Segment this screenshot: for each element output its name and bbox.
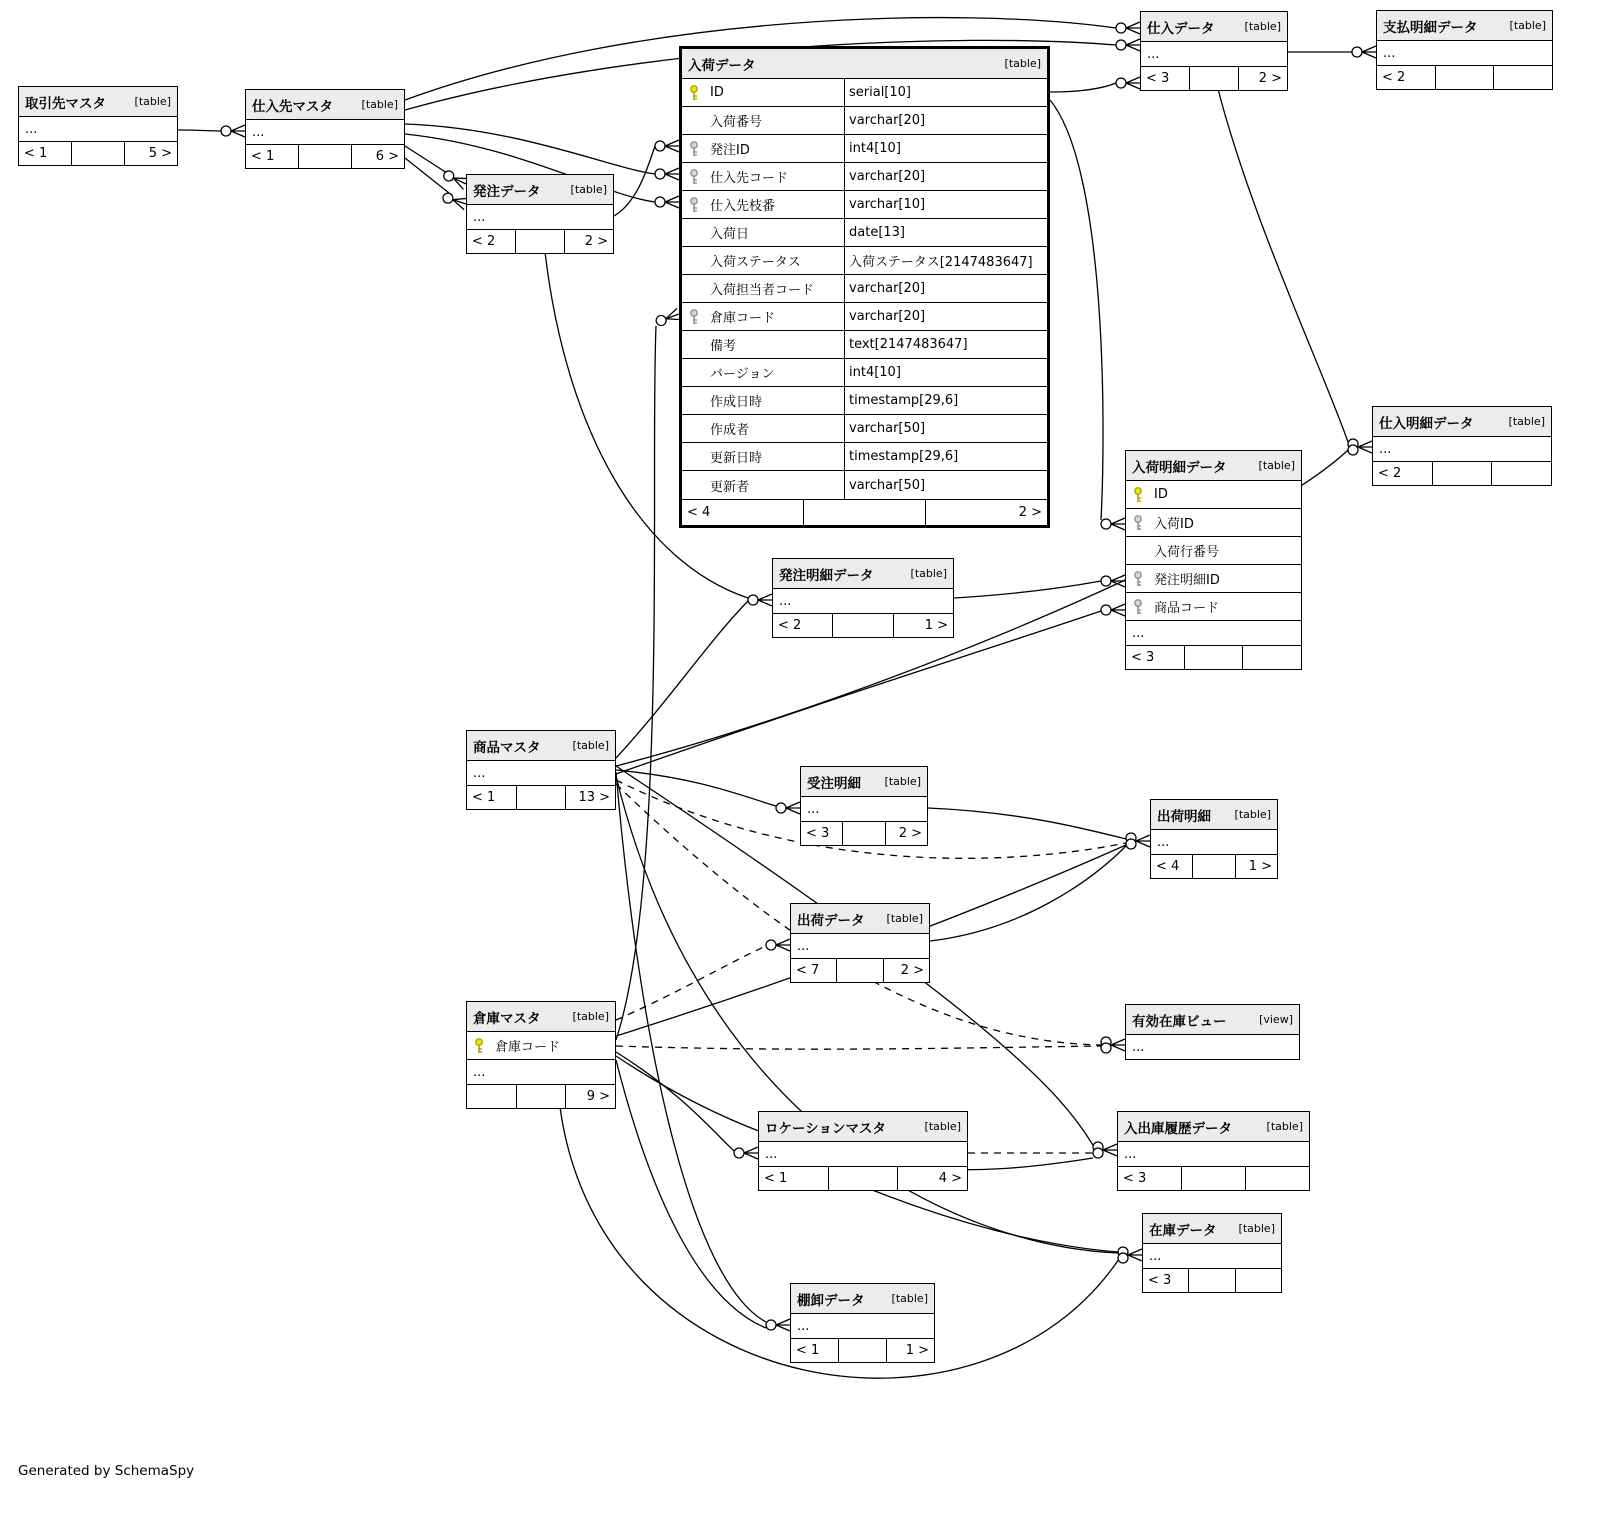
column-row [682,79,1047,107]
table-name: 倉庫マスタ [473,1010,541,1027]
column-name-cell [682,443,844,470]
column-row [682,247,1047,275]
table-nyushukko-rireki-data[interactable] [1117,1111,1310,1191]
column-row [682,275,1047,303]
footer-right: 2 > [925,500,1047,525]
table-body [246,120,404,144]
table-name: 発注データ [473,183,541,200]
table-name: 受注明細 [807,775,861,792]
table-body [19,117,177,141]
table-kind-tag: [table] [1258,459,1295,472]
table-header [1126,1005,1299,1035]
column-name-cell [682,219,844,246]
pagination-footer [1118,1166,1309,1190]
ellipsis-row: ... [473,209,486,225]
table-name: 仕入データ [1147,20,1215,37]
table-header [1151,800,1277,830]
column-name: 仕入先枝番 [710,199,776,214]
foreign-key-icon [1132,514,1146,532]
column-name: 発注ID [710,143,750,158]
table-hacchu-data[interactable] [466,174,614,254]
table-body [1373,437,1551,461]
table-kind-tag: [table] [1508,415,1545,428]
column-name-cell [467,1032,615,1059]
column-name-cell [682,387,844,414]
column-row [682,191,1047,219]
footer-mid [836,959,882,982]
footer-right: 6 > [351,145,404,168]
ellipsis-row: ... [1147,46,1160,62]
column-name-cell [682,303,844,330]
pagination-footer [801,821,927,845]
table-name: 出荷明細 [1157,808,1211,825]
column-type: date[13] [844,219,1047,246]
column-name-cell [1126,481,1301,508]
table-header [1118,1112,1309,1142]
foreign-key-icon [1132,570,1146,588]
footer-left: < 3 [1131,650,1155,665]
table-header [1377,11,1552,41]
column-name-cell [682,247,844,274]
column-name: 仕入先コード [710,171,789,186]
table-body [801,797,927,821]
column-row [682,107,1047,135]
footer-left [467,1085,516,1108]
table-body [467,205,613,229]
footer-mid [516,786,566,809]
pagination-footer [791,1338,934,1362]
table-name: 支払明細データ [1383,19,1478,36]
ellipsis-row: ... [797,938,810,954]
table-body [1126,481,1301,645]
table-kind-tag: [table] [572,739,609,752]
table-shohin-master[interactable] [466,730,616,810]
ellipsis-row: ... [1132,625,1145,641]
pagination-footer [682,499,1047,525]
table-header [246,90,404,120]
column-type: timestamp[29,6] [844,387,1047,414]
table-header [1143,1214,1281,1244]
table-shukka-data[interactable] [790,903,930,983]
table-name: 入出庫履歴データ [1124,1120,1232,1137]
column-name-cell [1126,565,1301,592]
column-row [682,443,1047,471]
column-name: 倉庫コード [495,1040,561,1055]
column-name: 発注明細ID [1154,573,1220,588]
column-type: text[2147483647] [844,331,1047,358]
column-name: ID [1154,487,1168,502]
table-name: 入荷データ [688,57,756,74]
column-type: int4[10] [844,359,1047,386]
column-row [682,387,1047,415]
column-name: 入荷ステータス [710,255,801,270]
column-row [682,359,1047,387]
footer-left: < 7 [796,963,820,978]
ellipsis-row: ... [797,1318,810,1334]
column-name-cell [682,275,844,302]
footer-left: < 3 [1146,71,1170,86]
column-name-cell [682,107,844,134]
ellipsis-row: ... [25,121,38,137]
footer-mid [1432,462,1492,485]
column-name: 入荷日 [710,227,750,242]
column-name-cell [682,79,844,106]
column-type: int4[10] [844,135,1047,162]
table-name: 仕入先マスタ [252,98,333,115]
ellipsis-row: ... [1124,1146,1137,1162]
column-row [682,163,1047,191]
table-name: 出荷データ [797,912,865,929]
table-body [682,79,1047,499]
footer-right: 9 > [565,1085,615,1108]
footer-left: < 3 [806,826,830,841]
table-kind-tag: [table] [910,567,947,580]
footer-mid [516,1085,566,1108]
table-kind-tag: [view] [1259,1013,1293,1026]
ellipsis-row: ... [1383,45,1396,61]
table-name: 仕入明細データ [1379,415,1474,432]
column-name: 作成者 [710,423,750,438]
column-name: 倉庫コード [710,311,776,326]
footer-right: 1 > [886,1339,934,1362]
ellipsis-row: ... [473,1064,486,1080]
column-name: 更新者 [710,479,750,495]
table-name: 取引先マスタ [25,95,106,112]
column-name-cell [1126,537,1301,564]
footer-left: < 1 [796,1343,820,1358]
primary-key-icon [473,1037,487,1055]
column-row [682,219,1047,247]
ellipsis-row: ... [1149,1248,1162,1264]
table-nyuka-data[interactable] [679,46,1050,528]
table-nyuka-meisai-data[interactable] [1125,450,1302,670]
footer-left: < 2 [1382,70,1406,85]
table-body [1126,1035,1299,1059]
table-body [467,1032,615,1084]
table-body [759,1142,967,1166]
column-type: varchar[50] [844,415,1047,442]
footer-mid [1181,1167,1245,1190]
table-body [1141,42,1287,66]
table-body [467,761,615,785]
table-header [1141,12,1287,42]
foreign-key-icon [688,308,702,326]
foreign-key-icon [688,196,702,214]
table-shiharai-meisai-data[interactable] [1376,10,1553,90]
column-row [1126,537,1301,565]
footer-mid [298,145,351,168]
table-zaiko-data[interactable] [1142,1213,1282,1293]
column-name: 更新日時 [710,451,763,466]
table-header [791,1284,934,1314]
footer-mid [832,614,892,637]
column-type: serial[10] [844,79,1047,106]
table-kind-tag: [table] [891,1292,928,1305]
column-name-cell [1126,509,1301,536]
column-row [682,415,1047,443]
table-shiire-data[interactable] [1140,11,1288,91]
footer-mid [1192,855,1234,878]
column-type: varchar[20] [844,303,1047,330]
pagination-footer [759,1166,967,1190]
column-name: 入荷番号 [710,115,763,130]
pagination-footer [467,229,613,253]
primary-key-icon [688,84,702,102]
footer-right [1493,66,1552,89]
pagination-footer [467,1084,615,1108]
column-row [682,331,1047,359]
column-name-cell [682,471,844,499]
column-row [467,1032,615,1060]
footer-left: < 2 [778,618,802,633]
column-name: 入荷担当者コード [710,283,815,298]
table-kind-tag: [table] [572,1010,609,1023]
footer-left: < 3 [1123,1171,1147,1186]
column-name-cell [682,163,844,190]
footer-left: < 1 [24,146,48,161]
pagination-footer [1143,1268,1281,1292]
footer-right [1245,1167,1309,1190]
table-name: 有効在庫ビュー [1132,1013,1227,1030]
footer-left: < 1 [251,149,275,164]
ellipsis-row: ... [473,765,486,781]
column-row [1126,509,1301,537]
column-name-cell [682,331,844,358]
column-row [1126,565,1301,593]
table-kind-tag: [table] [884,775,921,788]
footer-left: < 3 [1148,1273,1172,1288]
table-header [773,559,953,589]
table-name: ロケーションマスタ [765,1120,886,1137]
table-shiire-meisai-data[interactable] [1372,406,1552,486]
footer-mid [803,500,925,525]
column-name: 入荷行番号 [1154,545,1220,560]
footer-right: 13 > [565,786,615,809]
table-header [791,904,929,934]
column-name-cell [1126,593,1301,620]
pagination-footer [1151,854,1277,878]
column-type: varchar[20] [844,107,1047,134]
footer-mid [838,1339,886,1362]
table-header [682,49,1047,79]
footer-right [1242,646,1301,669]
table-body [791,934,929,958]
footer-right: 2 > [1238,67,1287,90]
column-name: 備考 [710,339,737,354]
ellipsis-row: ... [252,124,265,140]
table-kind-tag: [table] [570,183,607,196]
primary-key-icon [1132,486,1146,504]
table-tanaoroshi-data[interactable] [790,1283,935,1363]
table-kind-tag: [table] [1234,808,1271,821]
table-soko-master[interactable] [466,1001,616,1109]
column-name: 作成日時 [710,395,763,410]
footer-right [1235,1269,1281,1292]
table-kind-tag: [table] [361,98,398,111]
footer-left: < 4 [687,505,711,520]
foreign-key-icon [688,140,702,158]
foreign-key-icon [1132,598,1146,616]
pagination-footer [1373,461,1551,485]
pagination-footer [791,958,929,982]
table-kind-tag: [table] [1238,1222,1275,1235]
footer-mid [515,230,564,253]
column-type: 入荷ステータス[2147483647] [844,247,1047,274]
column-name-cell [682,415,844,442]
pagination-footer [1126,645,1301,669]
column-name: 入荷ID [1154,517,1194,532]
table-name: 棚卸データ [797,1292,865,1309]
column-row [682,471,1047,499]
column-name: 商品コード [1154,601,1220,616]
table-hacchu-meisai-data[interactable] [772,558,954,638]
column-type: varchar[20] [844,275,1047,302]
table-kind-tag: [table] [1266,1120,1303,1133]
generator-note: Generated by SchemaSpy [18,1463,195,1479]
footer-right [1491,462,1551,485]
table-header [467,731,615,761]
ellipsis-row: ... [765,1146,778,1162]
column-type: timestamp[29,6] [844,443,1047,470]
footer-right: 5 > [124,142,177,165]
column-row [1126,481,1301,509]
column-name: ID [710,85,724,100]
pagination-footer [773,613,953,637]
table-header [19,87,177,117]
table-kind-tag: [table] [924,1120,961,1133]
table-body [791,1314,934,1338]
pagination-footer [246,144,404,168]
footer-left: < 1 [764,1171,788,1186]
column-type: varchar[10] [844,191,1047,218]
footer-mid [1189,67,1238,90]
table-body [1118,1142,1309,1166]
footer-mid [1188,1269,1234,1292]
table-yuko-zaiko-view[interactable] [1125,1004,1300,1060]
table-header [801,767,927,797]
table-name: 商品マスタ [473,739,541,756]
footer-left: < 2 [472,234,496,249]
column-row [682,303,1047,331]
ellipsis-row: ... [807,801,820,817]
footer-mid [71,142,124,165]
table-body [773,589,953,613]
footer-right: 2 > [564,230,613,253]
footer-left: < 4 [1156,859,1180,874]
ellipsis-row: ... [1132,1039,1145,1055]
pagination-footer [19,141,177,165]
table-header [467,175,613,205]
pagination-footer [1377,65,1552,89]
table-kind-tag: [table] [1509,19,1546,32]
table-header [1126,451,1301,481]
table-juchu-meisai[interactable] [800,766,928,846]
footer-mid [828,1167,898,1190]
column-name-cell [682,359,844,386]
table-shukka-meisai[interactable] [1150,799,1278,879]
table-shiiresaki-master[interactable] [245,89,405,169]
footer-left: < 1 [472,790,496,805]
footer-right: 2 > [883,959,929,982]
column-type: varchar[20] [844,163,1047,190]
table-kind-tag: [table] [1004,57,1041,70]
column-row [1126,593,1301,621]
ellipsis-row: ... [1157,834,1170,850]
table-header [759,1112,967,1142]
footer-left: < 2 [1378,466,1402,481]
table-body [1377,41,1552,65]
table-kind-tag: [table] [1244,20,1281,33]
table-body [1151,830,1277,854]
column-row [682,135,1047,163]
table-name: 発注明細データ [779,567,874,584]
footer-mid [842,822,884,845]
pagination-footer [1141,66,1287,90]
pagination-footer [467,785,615,809]
table-name: 入荷明細データ [1132,459,1227,476]
footer-right: 1 > [893,614,953,637]
column-name: バージョン [710,367,775,382]
table-name: 在庫データ [1149,1222,1217,1239]
table-kind-tag: [table] [134,95,171,108]
footer-right: 2 > [885,822,927,845]
footer-right: 1 > [1235,855,1277,878]
column-name-cell [682,135,844,162]
footer-right: 4 > [897,1167,967,1190]
foreign-key-icon [688,168,702,186]
footer-mid [1184,646,1243,669]
table-location-master[interactable] [758,1111,968,1191]
ellipsis-row: ... [1379,441,1392,457]
column-type: varchar[50] [844,471,1047,499]
table-kind-tag: [table] [886,912,923,925]
table-header [1373,407,1551,437]
table-torihikisaki-master[interactable] [18,86,178,166]
column-name-cell [682,191,844,218]
table-body [1143,1244,1281,1268]
table-header [467,1002,615,1032]
footer-mid [1435,66,1494,89]
ellipsis-row: ... [779,593,792,609]
